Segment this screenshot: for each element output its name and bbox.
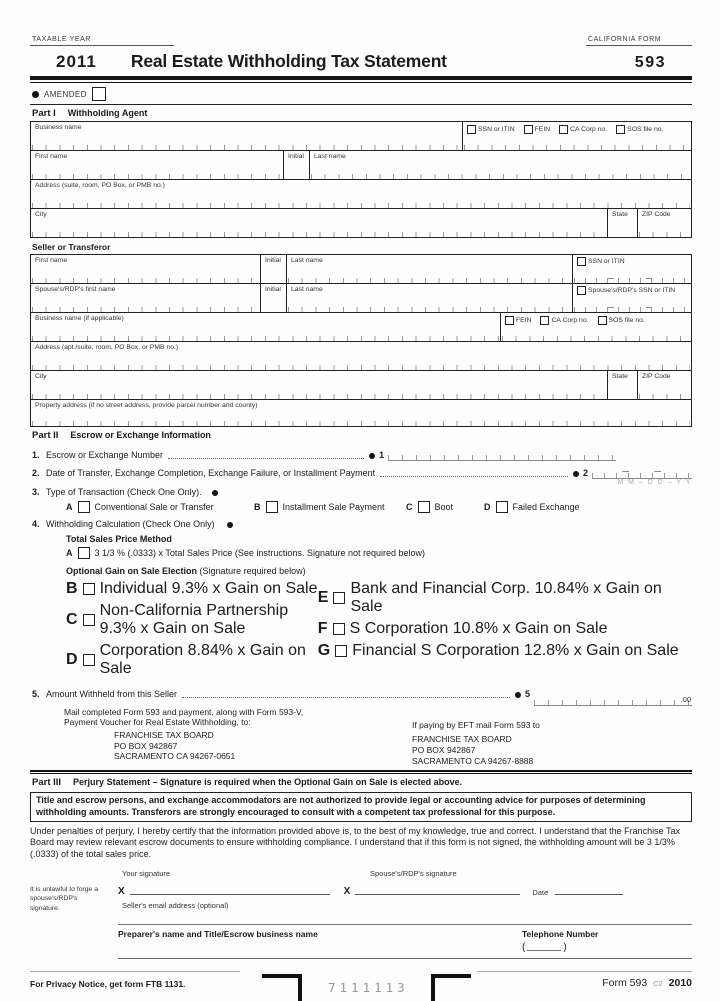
zip-label: ZIP Code: [642, 211, 671, 218]
privacy-notice: For Privacy Notice, get form FTB 1131.: [30, 971, 240, 989]
option-label: Financial S Corporation 12.8% x Gain on Sale: [352, 641, 679, 659]
seller-id-field[interactable]: [501, 313, 691, 341]
line2-text: Date of Transfer, Exchange Completion, Exchange Failure, or Installment Payment: [46, 468, 376, 479]
boot-checkbox[interactable]: [418, 501, 430, 513]
dotted-leader: [182, 696, 510, 698]
seller-address-field[interactable]: [31, 342, 691, 370]
part3-header: [30, 774, 692, 790]
mailing-instructions: [64, 707, 692, 767]
table-row: [31, 313, 691, 342]
seller-last-name-field[interactable]: [287, 255, 573, 283]
address-line: FRANCHISE TAX BOARD: [412, 734, 512, 745]
spouse-signature-line[interactable]: [355, 893, 520, 895]
comb-ticks: [32, 421, 690, 426]
property-address-label: Property address (if no street address, provide parcel number and county): [35, 402, 258, 409]
comb-ticks: [574, 278, 690, 283]
table-row: [31, 342, 691, 371]
telephone-label: Telephone Number: [522, 928, 599, 939]
spouse-first-name-field[interactable]: [31, 284, 261, 312]
property-address-field[interactable]: [31, 400, 691, 426]
option-letter: F: [317, 619, 328, 637]
mail-right-column: [412, 707, 540, 767]
option-total-sales-price: [66, 547, 692, 559]
line5-text: Amount Withheld from this Seller: [46, 688, 178, 699]
crop-mark-icon: [262, 974, 302, 1001]
spouse-initial-field[interactable]: [261, 284, 287, 312]
line1-number: 1.: [32, 450, 40, 461]
california-form-label: CALIFORNIA FORM: [586, 36, 692, 46]
ftb-eft-address: [412, 734, 540, 766]
comb-ticks: [32, 278, 259, 283]
form-ref-year: 2010: [668, 976, 692, 989]
comb-ticks: [32, 232, 606, 237]
part1-label: Part I: [32, 108, 56, 119]
agent-corp-label: CA Corp no.: [570, 126, 608, 133]
mail-instruction-line1: Mail completed Form 593 and payment, along with Form 593-V,: [64, 706, 304, 717]
line5-bullet-number: 5: [524, 688, 530, 699]
optional-gain-title: Optional Gain on Sale Election: [66, 565, 198, 576]
bottom-rule: [118, 958, 692, 959]
signature-area: [30, 869, 692, 959]
form-ref-name: Form 593: [602, 976, 648, 989]
option-a: [66, 547, 425, 559]
option-letter: A: [66, 501, 73, 512]
seller-ssn-checkbox[interactable]: [577, 257, 586, 266]
address-line: SACRAMENTO CA 94267-0651: [114, 751, 236, 762]
option-label: S Corporation 10.8% x Gain on Sale: [349, 619, 608, 637]
comb-ticks: [32, 394, 606, 399]
seller-corp-option: [540, 316, 588, 325]
option-letter: C: [66, 610, 78, 628]
option-letter: E: [317, 588, 329, 606]
seller-ssn-option: [577, 257, 691, 266]
option-label: Boot: [434, 501, 454, 512]
gain-options-right: [318, 576, 692, 678]
agent-ssn-label: SSN or ITIN: [478, 126, 515, 133]
amended-label: AMENDED: [44, 89, 87, 99]
taxable-year-label: TAXABLE YEAR: [30, 36, 174, 46]
business-name-label: Business name (if applicable): [35, 315, 124, 322]
comb-ticks: [32, 336, 499, 341]
initial-label: Initial: [265, 257, 281, 264]
address-line: PO BOX 942867: [114, 740, 178, 751]
seller-sos-label: SOS file no.: [608, 317, 645, 324]
phone-input[interactable]: [522, 942, 692, 953]
line2-transfer-date: [32, 465, 692, 486]
table-row: [31, 180, 691, 209]
comb-ticks: [639, 394, 690, 399]
form-title: Real Estate Withholding Tax Statement: [130, 51, 447, 71]
footer: [30, 971, 692, 1001]
table-row: [31, 151, 691, 180]
header-rule: [30, 76, 692, 83]
forgery-warning-note: It is unlawful to forge a spouse's/RDP's signature.: [30, 885, 99, 912]
form-number: 593: [634, 54, 666, 71]
line5-number: 5.: [32, 688, 40, 699]
advice-notice-box: Title and escrow persons, and exchange accommodators are not authorized to provide legal or accounting advice for purposes of determining withholding amounts. Transferors are strongly encouraged to consult with a competent tax professional for this purpose.: [30, 792, 692, 821]
part1-header: [30, 105, 692, 121]
part3-label: Part III: [32, 777, 62, 789]
option-bank-financial: [318, 580, 692, 616]
agent-zip-field[interactable]: [638, 209, 691, 237]
line1-escrow-number: [32, 447, 692, 461]
initial-label: Initial: [265, 286, 281, 293]
part2-title: Escrow or Exchange Information: [70, 430, 211, 440]
agent-sos-option: [616, 125, 663, 134]
agent-corp-checkbox[interactable]: [559, 125, 568, 134]
option-label: 3 1/3 % (.0333) x Total Sales Price (See instructions. Signature not required below): [94, 547, 426, 558]
spouse-first-name-label: Spouse's/RDP's first name: [35, 286, 116, 293]
option-label: Failed Exchange: [512, 501, 580, 512]
seller-zip-field[interactable]: [638, 371, 691, 399]
dotted-leader: [380, 475, 568, 477]
optional-gain-note: (Signature required below): [199, 565, 306, 576]
signature-lines-row: [118, 886, 692, 897]
perjury-statement: Under penalties of perjury, I hereby certify that the information provided above is, to the best of my knowledge, true and correct. I understand that the Franchise Tax Board may review relevant escrow documents to ensure withholding compliance. I understand that if this form is not signed, the withholding amount will be 3 1/3% (.0333) of the total sales price.: [30, 825, 681, 860]
table-row: [31, 209, 691, 237]
line2-bullet-number: 2: [582, 468, 588, 479]
preparer-label: Preparer's name and Title/Escrow business name: [118, 928, 318, 939]
seller-corp-checkbox[interactable]: [540, 316, 549, 325]
option-label: Individual 9.3% x Gain on Sale: [99, 579, 318, 597]
state-label: State: [612, 211, 628, 218]
option-label: Corporation 8.84% x Gain on Sale: [99, 641, 306, 677]
option-failed-exchange: [484, 501, 580, 513]
line1-bullet-number: 1: [379, 450, 385, 461]
agent-fein-label: FEIN: [534, 126, 551, 133]
phone-area-line: [527, 949, 561, 951]
seller-first-name-field[interactable]: [31, 255, 261, 283]
bullet-icon: [227, 522, 233, 528]
seller-state-field[interactable]: [608, 371, 638, 399]
financial-s-corp-checkbox[interactable]: [335, 645, 347, 657]
table-row: [31, 400, 691, 426]
option-label: Conventional Sale or Transfer: [94, 501, 214, 512]
gain-option-columns: [66, 576, 692, 678]
date-label: Date: [532, 887, 549, 897]
seller-corp-label: CA Corp no.: [551, 317, 589, 324]
first-name-label: First name: [35, 257, 68, 264]
form-reference: [477, 971, 692, 989]
taxable-year-value: 2011: [56, 52, 97, 71]
agent-ssn-checkbox[interactable]: [467, 125, 476, 134]
your-signature-label: Your signature: [122, 868, 171, 878]
optional-gain-title-row: [66, 566, 692, 576]
address-line: SACRAMENTO CA 94267-8888: [412, 755, 534, 766]
amended-row: [30, 83, 692, 105]
city-label: City: [35, 373, 47, 380]
signature-x-mark: X: [118, 885, 125, 897]
option-letter: D: [484, 501, 491, 512]
option-non-ca-partnership: [66, 602, 318, 638]
agent-city-field[interactable]: [31, 209, 608, 237]
amended-checkbox[interactable]: [92, 87, 106, 101]
seller-sos-option: [598, 316, 645, 325]
comb-ticks: [502, 336, 690, 341]
bullet-icon: [32, 91, 39, 98]
spouse-ssn-checkbox[interactable]: [577, 286, 586, 295]
seller-fein-checkbox[interactable]: [505, 316, 514, 325]
option-corporation: [66, 642, 318, 678]
seller-ssn-field[interactable]: [573, 255, 691, 283]
dotted-leader: [168, 457, 364, 459]
address-label: Address (apt./suite, room, PO Box, or PMB no.): [35, 344, 179, 351]
bullet-icon: [369, 453, 375, 459]
s-corporation-checkbox[interactable]: [333, 623, 345, 635]
option-letter: G: [317, 641, 331, 659]
spouse-signature-x-mark: X: [343, 885, 351, 897]
option-individual: [66, 580, 318, 598]
seller-fein-label: FEIN: [516, 317, 532, 324]
cents-suffix: .00: [680, 694, 691, 704]
option-letter: D: [66, 650, 78, 668]
address-line: FRANCHISE TAX BOARD: [114, 730, 214, 741]
bullet-icon: [212, 490, 218, 496]
seller-email-label: Seller's email address (optional): [122, 900, 229, 910]
option-s-corporation: [318, 620, 692, 638]
masthead-caption-row: [30, 36, 692, 46]
zip-label: ZIP Code: [642, 373, 671, 380]
seller-initial-field[interactable]: [261, 255, 287, 283]
mail-instruction-line2: Payment Voucher for Real Estate Withholding, to:: [64, 717, 251, 728]
comb-ticks: [311, 174, 690, 179]
date-line[interactable]: [555, 893, 623, 895]
comb-ticks: [32, 203, 690, 208]
total-sales-price-method-title: Total Sales Price Method: [66, 533, 172, 544]
ftb-mail-address: [114, 730, 412, 762]
paren-close: ): [563, 941, 567, 953]
failed-exchange-checkbox[interactable]: [496, 501, 508, 513]
transfer-date-input[interactable]: [592, 465, 692, 486]
line2-number: 2.: [32, 468, 40, 479]
masthead: [30, 51, 692, 72]
phone-entry-row: [118, 942, 692, 953]
line3-text: Type of Transaction (Check One Only).: [46, 487, 202, 497]
last-name-label: Last name: [291, 286, 323, 293]
agent-fein-option: [524, 125, 550, 134]
part3-title: Perjury Statement – Signature is required when the Optional Gain on Sale is elected above.: [73, 777, 463, 788]
non-ca-partnership-checkbox[interactable]: [83, 614, 95, 626]
comb-ticks: [32, 365, 690, 370]
spouse-ssn-field[interactable]: [573, 284, 691, 312]
form-ref-side: C2: [653, 978, 663, 988]
preparer-row: [118, 929, 692, 939]
paren-open: (: [522, 941, 526, 953]
seller-section-title: Seller or Transferor: [32, 242, 111, 252]
signature-main: [118, 869, 692, 959]
comb-ticks: [32, 145, 461, 150]
agent-fein-checkbox[interactable]: [524, 125, 533, 134]
part1-title: Withholding Agent: [67, 108, 148, 118]
spouse-ssn-label: Spouse's/RDP's SSN or ITIN: [588, 287, 676, 294]
comb-ticks: [574, 307, 690, 312]
option-letter: B: [254, 501, 261, 512]
spouse-last-name-field[interactable]: [287, 284, 573, 312]
option-boot: [406, 501, 484, 513]
option-letter: B: [66, 579, 78, 597]
form-id-number: 7111113: [328, 979, 409, 995]
option-letter: A: [66, 547, 73, 558]
agent-initial-field[interactable]: [284, 151, 310, 179]
spouse-ssn-option: [577, 286, 691, 295]
agent-first-name-field[interactable]: [31, 151, 284, 179]
agent-address-field[interactable]: [31, 180, 691, 208]
part2-label: Part II: [32, 430, 59, 441]
option-label: Installment Sale Payment: [282, 501, 385, 512]
seller-ssn-label: SSN or ITIN: [588, 258, 625, 265]
city-label: City: [35, 211, 47, 218]
agent-corp-option: [559, 125, 607, 134]
agent-sos-label: SOS file no.: [627, 126, 664, 133]
agent-id-checkbox-row: [467, 124, 691, 134]
total-sales-price-checkbox[interactable]: [78, 547, 90, 559]
bullet-icon: [515, 692, 521, 698]
line3-number: 3.: [32, 487, 40, 497]
gain-options-left: [66, 576, 318, 678]
spouse-signature-label: Spouse's/RDP's signature: [370, 868, 457, 878]
line4-number: 4.: [32, 518, 40, 529]
comb-ticks: [288, 307, 571, 312]
table-row: [31, 284, 691, 313]
last-name-label: Last name: [314, 153, 346, 160]
address-line: PO BOX 942867: [412, 745, 476, 756]
seller-sos-checkbox[interactable]: [598, 316, 607, 325]
installment-sale-checkbox[interactable]: [266, 501, 278, 513]
comb-ticks: [464, 145, 690, 150]
form-593: [30, 36, 692, 1001]
business-name-label: Business name: [35, 124, 82, 131]
agent-sos-checkbox[interactable]: [616, 125, 625, 134]
first-name-label: First name: [35, 153, 68, 160]
line4-withholding-calculation: [32, 520, 692, 530]
eft-instruction: If paying by EFT mail Form 593 to: [412, 719, 540, 730]
line3-transaction-type: [32, 488, 692, 498]
seller-id-checkbox-row: [505, 315, 691, 325]
your-signature-line[interactable]: [130, 893, 330, 895]
option-label: Bank and Financial Corp. 10.84% x Gain on Sale: [350, 579, 662, 615]
seller-business-name-field[interactable]: [31, 313, 501, 341]
line5-amount-withheld: [32, 686, 692, 704]
option-installment-sale: [254, 501, 406, 513]
option-label: Non-California Partnership 9.3% x Gain on Sale: [99, 601, 289, 637]
comb-ticks: [639, 232, 690, 237]
comb-ticks: [32, 174, 282, 179]
agent-id-field[interactable]: [463, 122, 691, 150]
withholding-agent-box: [30, 121, 692, 238]
comb-ticks: [288, 278, 571, 283]
agent-business-name-field[interactable]: [31, 122, 463, 150]
option-financial-s-corp: [318, 642, 692, 660]
address-label: Address (suite, room, PO Box, or PMB no.): [35, 182, 165, 189]
line4-text: Withholding Calculation (Check One Only): [46, 518, 215, 529]
initial-label: Initial: [288, 153, 304, 160]
bullet-icon: [573, 471, 579, 477]
table-row: [31, 255, 691, 284]
corporation-checkbox[interactable]: [83, 654, 95, 666]
bank-financial-checkbox[interactable]: [333, 592, 345, 604]
mail-left-column: [64, 707, 412, 767]
individual-checkbox[interactable]: [83, 583, 95, 595]
state-label: State: [612, 373, 628, 380]
line1-text: Escrow or Exchange Number: [46, 450, 164, 461]
seller-box: [30, 254, 692, 427]
transaction-type-options: [66, 501, 692, 513]
seller-city-field[interactable]: [31, 371, 608, 399]
agent-state-field[interactable]: [608, 209, 638, 237]
part2-header: [30, 427, 692, 443]
escrow-number-input[interactable]: [388, 447, 616, 461]
crop-mark-icon: [431, 974, 471, 1001]
table-row: [31, 371, 691, 400]
agent-ssn-option: [467, 125, 515, 134]
last-name-label: Last name: [291, 257, 323, 264]
table-row: [31, 122, 691, 151]
divider-line: [118, 924, 692, 925]
agent-last-name-field[interactable]: [310, 151, 691, 179]
option-conventional-sale: [66, 501, 254, 513]
option-letter: C: [406, 501, 413, 512]
comb-ticks: [32, 307, 259, 312]
amount-withheld-input[interactable]: [534, 692, 692, 706]
conventional-sale-checkbox[interactable]: [78, 501, 90, 513]
date-format-hint: M M – D D – Y Y: [617, 479, 692, 486]
seller-fein-option: [505, 316, 531, 325]
signature-labels-row: [118, 869, 692, 878]
